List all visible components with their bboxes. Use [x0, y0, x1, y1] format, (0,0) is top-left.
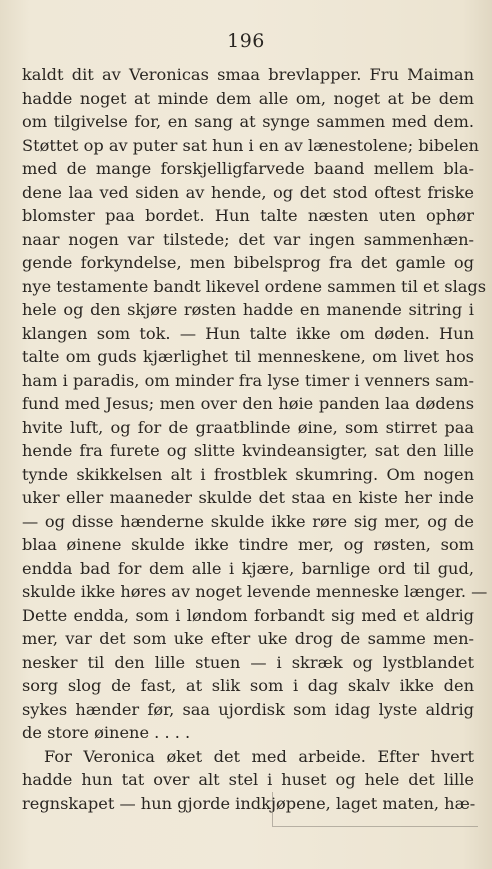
text-line: hadde noget at minde dem alle om, noget at be dem — [22, 88, 474, 108]
text-line: blomster paa bordet. Hun talte næsten uten ophør — [22, 206, 474, 225]
text-line: tynde skikkelsen alt i frostblek skumring. Om nogen — [22, 464, 474, 484]
text-line: uker eller maaneder skulde det staa en kiste her inde — [22, 488, 474, 507]
text-line: nesker til den lille stuen — i skræk og lystblandet — [22, 652, 474, 672]
text-line: gende forkyndelse, men bibelsprog fra det gamle og — [22, 253, 474, 272]
text-line: med de mange forskjelligfarvede baand mellem bla- — [22, 159, 474, 178]
text-line: hadde hun tat over alt stel i huset og hele det lille — [22, 770, 474, 789]
text-line: hvite luft, og for de graatblinde øine, som stirret paa — [22, 417, 474, 437]
text-line: sorg slog de fast, at slik som i dag skalv ikke den — [22, 676, 474, 695]
text-line: om tilgivelse for, en sang at synge sammen med dem. — [22, 112, 474, 131]
page-number: 196 — [227, 30, 265, 52]
text-line: For Veronica øket det med arbeide. Efter hvert — [44, 746, 474, 766]
text-line: Dette endda, som i løndom forbandt sig med et aldrig — [22, 605, 474, 625]
text-line: hele og den skjøre røsten hadde en manende sitring i — [22, 300, 474, 319]
text-line: kaldt dit av Veronicas smaa brevlapper. Fru Maiman — [22, 65, 474, 84]
text-line: fund med Jesus; men over den høie panden laa dødens — [22, 394, 474, 413]
text-line: endda bad for dem alle i kjære, barnlige ord til gud, — [22, 558, 474, 578]
pencil-bracket-mark — [272, 792, 478, 827]
text-line: ham i paradis, om minder fra lyse timer i venners sam- — [22, 370, 474, 390]
text-line: — og disse hænderne skulde ikke røre sig mer, og de — [22, 511, 474, 531]
text-line: dene laa ved siden av hende, og det stod oftest friske — [22, 182, 474, 202]
text-line: nye testamente bandt likevel ordene sammen til et slags — [22, 276, 487, 296]
text-line: naar nogen var tilstede; det var ingen sammenhæn- — [22, 229, 474, 249]
text-line: klangen som tok. — Hun talte ikke om døden. Hun — [22, 323, 474, 343]
text-line: regnskapet — hun gjorde indkjøpene, laget maten, hæ- — [22, 793, 476, 813]
body-text — [22, 63, 488, 815]
text-line: talte om guds kjærlighet til menneskene, om livet hos — [22, 347, 474, 366]
text-line: Støttet op av puter sat hun i en av lænestolene; bibelen — [22, 135, 479, 155]
text-line: blaa øinene skulde ikke tindre mer, og røsten, som — [22, 535, 474, 554]
text-line: hende fra furete og slitte kvindeansigter, sat den lille — [22, 441, 474, 460]
text-line: sykes hænder før, saa ujordisk som idag lyste aldrig — [22, 699, 474, 719]
text-line: mer, var det som uke efter uke drog de samme men- — [22, 629, 474, 648]
text-line: skulde ikke høres av noget levende menneske længer. — — [22, 582, 488, 601]
text-line: de store øinene . . . . — [22, 723, 191, 742]
